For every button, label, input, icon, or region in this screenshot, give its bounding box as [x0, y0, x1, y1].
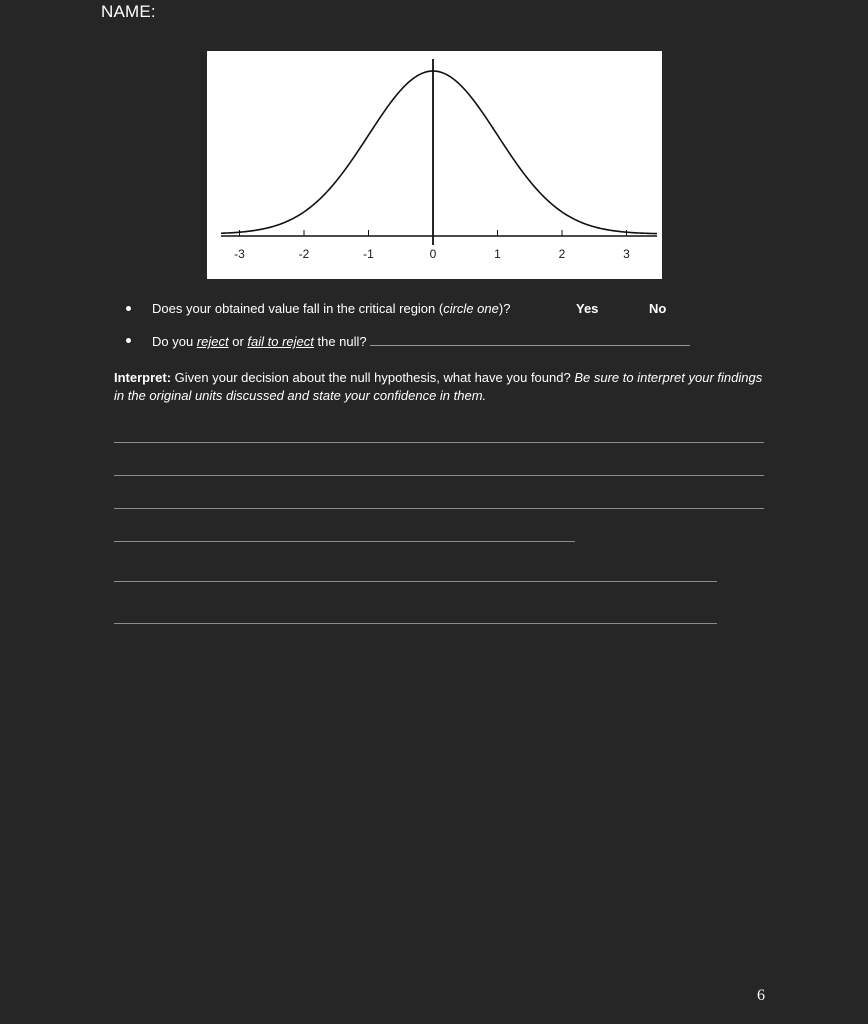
name-label: NAME:: [101, 2, 156, 21]
axis-tick-labels: [234, 247, 630, 261]
page-number: 6: [757, 987, 765, 1004]
answer-line-5[interactable]: [114, 581, 717, 582]
q1-text-start: Does your obtained value fall in the critical region (: [152, 301, 444, 316]
axis-tick-label: -1: [363, 247, 374, 261]
choice-no[interactable]: No: [649, 301, 667, 316]
question-text: [152, 301, 510, 317]
q2-reject: reject: [196, 334, 229, 349]
q2-fail-to-reject: fail to reject: [247, 334, 314, 349]
normal-curve-diagram: [207, 51, 662, 279]
answer-blank-inline[interactable]: [370, 333, 690, 346]
answer-line-6[interactable]: [114, 623, 717, 624]
answer-line-1[interactable]: [114, 442, 764, 443]
q1-text-end: )?: [498, 301, 511, 316]
answer-line-2[interactable]: [114, 475, 764, 476]
bullet-icon: [126, 338, 131, 343]
axis-tick-label: 1: [494, 247, 501, 261]
axis-tick-label: 0: [429, 247, 437, 261]
axis-ticks: [240, 230, 627, 236]
bell-curve: [221, 71, 657, 234]
question-text: [152, 333, 690, 350]
answer-line-3[interactable]: [114, 508, 764, 509]
answer-line-4[interactable]: [114, 541, 575, 542]
choice-yes[interactable]: Yes: [576, 301, 599, 316]
interpret-emphasis: Be sure to interpret your findings in the original units discussed and state your confidence in them.: [114, 370, 763, 403]
axis-tick-label: -2: [298, 247, 310, 261]
axis-tick-label: 3: [623, 247, 630, 261]
normal-curve-figure: [207, 51, 662, 279]
interpret-prompt: [114, 369, 764, 405]
q2-text-start: Do you: [152, 334, 197, 349]
q2-text-end: the null?: [313, 334, 367, 349]
interpret-body: Given your decision about the null hypothesis, what have you found?: [171, 370, 575, 385]
q1-text-italic: circle one: [443, 301, 499, 316]
axis-tick-label: 2: [558, 247, 566, 261]
axis-tick-label: -3: [234, 247, 245, 261]
interpret-label: Interpret:: [114, 370, 172, 385]
q2-or: or: [228, 334, 248, 349]
bullet-icon: [126, 306, 131, 311]
